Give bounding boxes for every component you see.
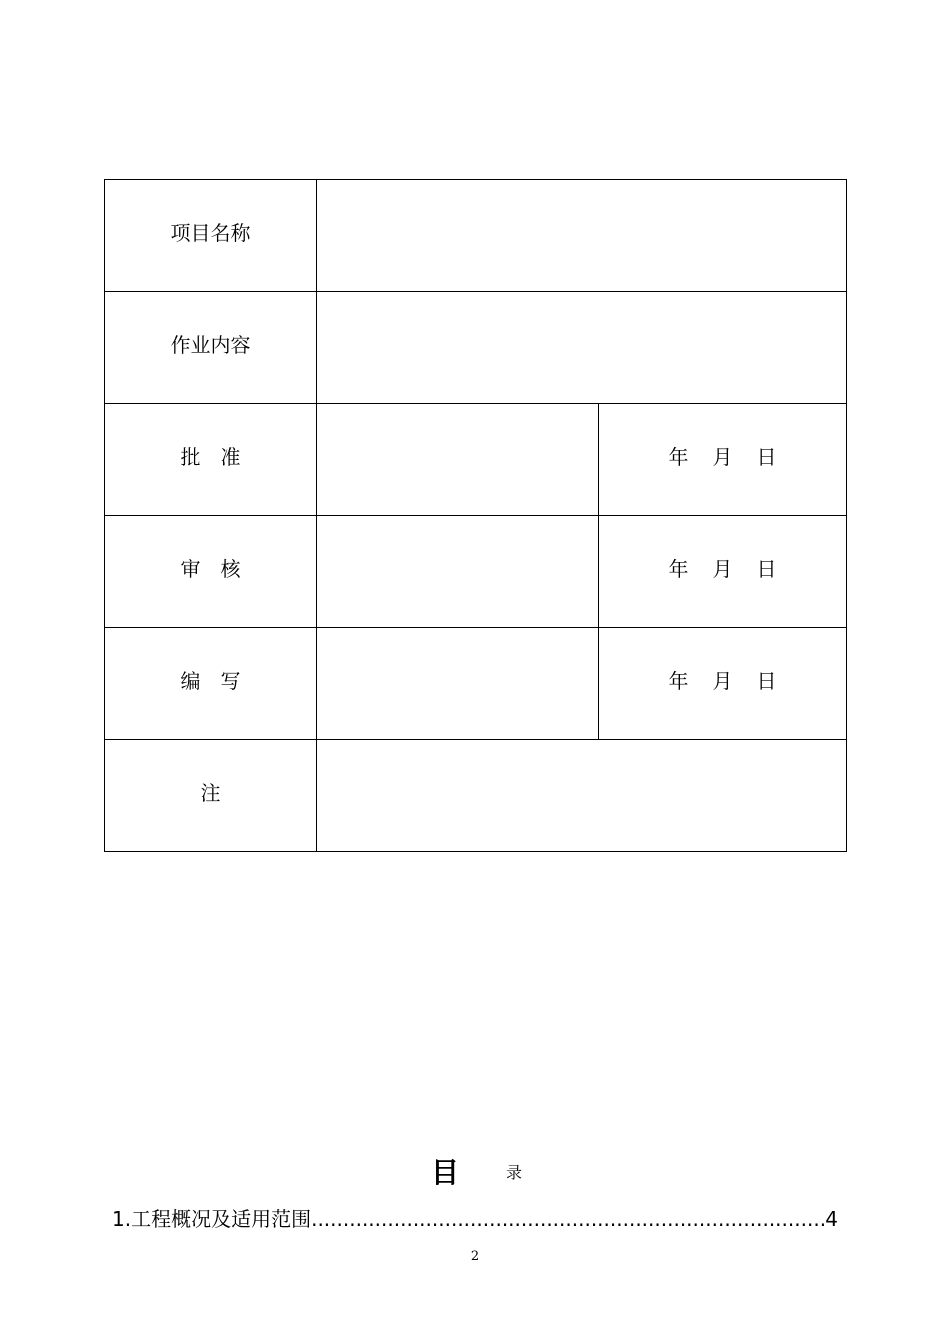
approve-date-month: 月 [712,445,733,469]
toc-entry-page: 4 [825,1207,838,1231]
form-row-author [105,628,847,740]
approve-date-day: 日 [756,445,777,469]
author-date-day: 日 [756,669,777,693]
toc-entry-title: 工程概况及适用范围 [131,1207,312,1231]
approve-date-year: 年 [668,445,689,469]
approval-form-table [104,179,847,852]
author-label: 编 写 [105,628,317,740]
toc-heading-sub: 录 [506,1163,523,1182]
review-date[interactable] [599,516,847,628]
toc-entry[interactable] [112,1203,838,1232]
review-date-day: 日 [756,557,777,581]
toc-entry-leader [311,1207,825,1231]
project-name-label: 项目名称 [105,180,317,292]
toc-heading [0,1151,950,1191]
note-value[interactable] [317,740,847,852]
form-row-work-content [105,292,847,404]
approve-signature[interactable] [317,404,599,516]
form-row-project-name [105,180,847,292]
work-content-value[interactable] [317,292,847,404]
approve-date[interactable] [599,404,847,516]
project-name-value[interactable] [317,180,847,292]
author-date[interactable] [599,628,847,740]
approve-label: 批 准 [105,404,317,516]
form-row-approve [105,404,847,516]
work-content-label: 作业内容 [105,292,317,404]
author-signature[interactable] [317,628,599,740]
review-date-year: 年 [668,557,689,581]
form-row-review [105,516,847,628]
review-label: 审 核 [105,516,317,628]
author-date-month: 月 [712,669,733,693]
review-date-month: 月 [712,557,733,581]
author-date-year: 年 [668,669,689,693]
toc-heading-main: 目 [430,1156,459,1189]
note-label: 注 [105,740,317,852]
form-row-note [105,740,847,852]
toc-entry-number: 1. [112,1207,132,1231]
review-signature[interactable] [317,516,599,628]
page-number: 2 [470,1249,480,1264]
